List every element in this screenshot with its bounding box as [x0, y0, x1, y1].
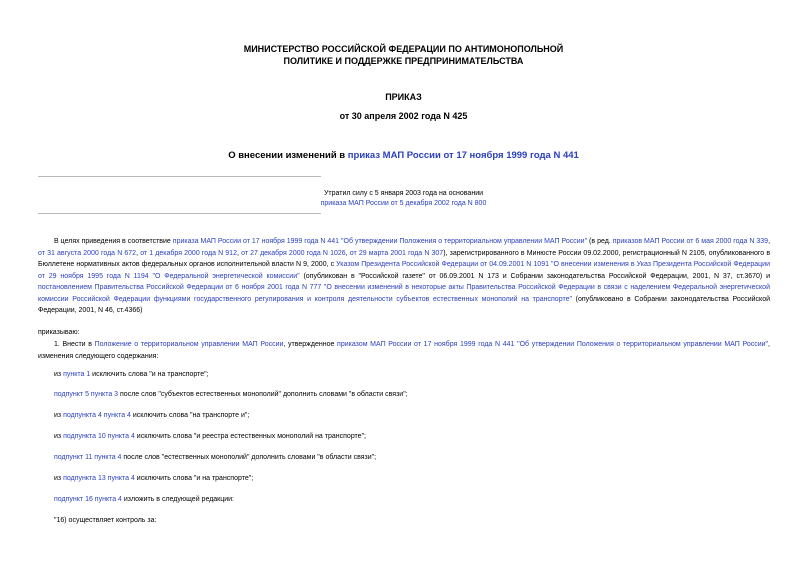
- change-4: [54, 432, 366, 442]
- preamble-text-6: ,: [345, 249, 350, 257]
- change-1-link[interactable]: пункта 1: [63, 371, 91, 378]
- preamble-link-7[interactable]: Указом Президента Российской Федерации от 04.09.2001 N 1091 "О внесении изменения в Указ Президента Российской Федерации от 29 ноября 1995 года N 1194 "О Федеральной энергетической комиссии": [38, 261, 770, 280]
- preamble-text-1: В целях приведения в соответствие: [54, 238, 173, 245]
- divider-top: [38, 176, 321, 177]
- change-5: [54, 453, 376, 463]
- item1-link-order[interactable]: приказом МАП России от 17 ноября 1999 года N 441 "Об утверждении Положения о территориальном управлении МАП России": [337, 341, 769, 348]
- change-8: "16) осуществляет контроль за:: [54, 517, 157, 524]
- change-3-text-a: из: [54, 412, 64, 419]
- preamble-text-8: (опубликован в "Российской газете" от 06.09.2001 N 173 и Собрании законодательства Российской Федерации, 2001, N 37, ст.3670) и: [299, 272, 770, 280]
- change-2: [54, 390, 408, 400]
- preamble-link-2[interactable]: приказов МАП России от 6 мая 2000 года N 339: [612, 238, 769, 245]
- change-4-text-a: из: [54, 433, 64, 440]
- preamble-text-4: ,: [136, 249, 141, 257]
- change-4-text-b: исключить слова "и реестра естественных монополий на транспорте";: [134, 433, 367, 440]
- preamble-link-3[interactable]: от 31 августа 2000 года N 672: [38, 249, 137, 257]
- doc-type: ПРИКАЗ: [385, 92, 422, 102]
- change-6-text-b: исключить слова "и на транспорте";: [134, 475, 254, 482]
- change-7: [54, 495, 234, 505]
- doc-title: [0, 150, 807, 161]
- item1-text-3: , изменения следующего содержания:: [38, 341, 770, 360]
- preamble-text-9: (опубликовано в Собрании законодательства Российской Федерации, 2001, N 46, ст.4366): [38, 295, 770, 314]
- change-6-text-a: из: [54, 475, 64, 482]
- change-2-link[interactable]: подпункт 5 пункта 3: [54, 391, 119, 398]
- change-3-link[interactable]: подпункта 4 пункта 4: [63, 412, 131, 419]
- preamble-link-5[interactable]: от 27 декабря 2000 года N 1026: [241, 249, 346, 257]
- preamble-link-8[interactable]: постановлением Правительства Российской Федерации от 6 ноября 2001 года N 777 "О внесении изменений в некоторые акты Правительства Российской Федерации в связи с наделением Федеральной энергетической комиссии Российской Федерации функциями государственного регулирования и контроля деятельности субъектов естественных монополий на транспорте": [38, 284, 770, 303]
- ministry-line-2: ПОЛИТИКЕ И ПОДДЕРЖКЕ ПРЕДПРИНИМАТЕЛЬСТВА: [283, 56, 524, 66]
- change-1-text-b: исключить слова "и на транспорте";: [90, 371, 209, 378]
- preamble-text-2: (в ред.: [587, 238, 613, 245]
- doc-date-number: от 30 апреля 2002 года N 425: [339, 111, 468, 121]
- order-label: приказываю:: [38, 329, 80, 336]
- change-4-link[interactable]: подпункта 10 пункта 4: [63, 433, 135, 440]
- change-7-text: изложить в следующей редакции:: [121, 496, 235, 503]
- preamble-link-4[interactable]: от 1 декабря 2000 года N 912: [140, 249, 237, 257]
- doc-title-text: О внесении изменений в: [228, 150, 348, 161]
- ministry-line-1: МИНИСТЕРСТВО РОССИЙСКОЙ ФЕДЕРАЦИИ ПО АНТИМОНОПОЛЬНОЙ: [243, 44, 564, 54]
- change-3-text-b: исключить слова "на транспорте и";: [130, 412, 250, 419]
- order-item-1: [38, 339, 770, 362]
- status-note: [0, 189, 807, 209]
- item1-text-2: , утвержденное: [283, 341, 338, 348]
- doc-title-link[interactable]: приказ МАП России от 17 ноября 1999 года N 441: [347, 150, 579, 161]
- ministry-name: [0, 43, 807, 67]
- status-link[interactable]: приказа МАП России от 5 декабря 2002 года N 800: [320, 200, 487, 207]
- change-2-text: после слов "субъектов естественных монополий" дополнить словами "в области связи";: [118, 391, 408, 398]
- change-6: [54, 474, 253, 484]
- item1-text-1: 1. Внести в: [54, 341, 95, 348]
- preamble-text-7: ), зарегистрированного в Минюсте России 09.02.2000, регистрационный N 2105, опубликованного в Бюллетене нормативных актов федеральных органов исполнительной власти N 9, 2000, с: [38, 249, 771, 268]
- change-5-link[interactable]: подпункт 11 пункта 4: [54, 454, 122, 461]
- change-6-link[interactable]: подпункта 13 пункта 4: [63, 475, 135, 482]
- preamble-text-3: ,: [768, 238, 771, 245]
- change-5-text: после слов "естественных монополий" дополнить словами "в области связи";: [121, 454, 377, 461]
- change-7-link[interactable]: подпункт 16 пункта 4: [54, 496, 122, 503]
- item1-link-regulation[interactable]: Положение о территориальном управлении МАП России: [94, 341, 284, 348]
- change-1-text-a: из: [54, 371, 64, 378]
- preamble-text-5: ,: [236, 249, 242, 257]
- preamble-paragraph: [38, 236, 770, 317]
- preamble-link-6[interactable]: от 29 марта 2001 года N 307: [349, 249, 444, 257]
- divider-bottom: [38, 213, 321, 214]
- change-3: [54, 411, 249, 421]
- preamble-link-1[interactable]: приказа МАП России от 17 ноября 1999 года N 441 "Об утверждении Положения о территориальном управлении МАП России": [172, 238, 588, 245]
- change-1: [54, 370, 209, 380]
- status-text: Утратил силу с 5 января 2003 года на основании: [323, 190, 484, 197]
